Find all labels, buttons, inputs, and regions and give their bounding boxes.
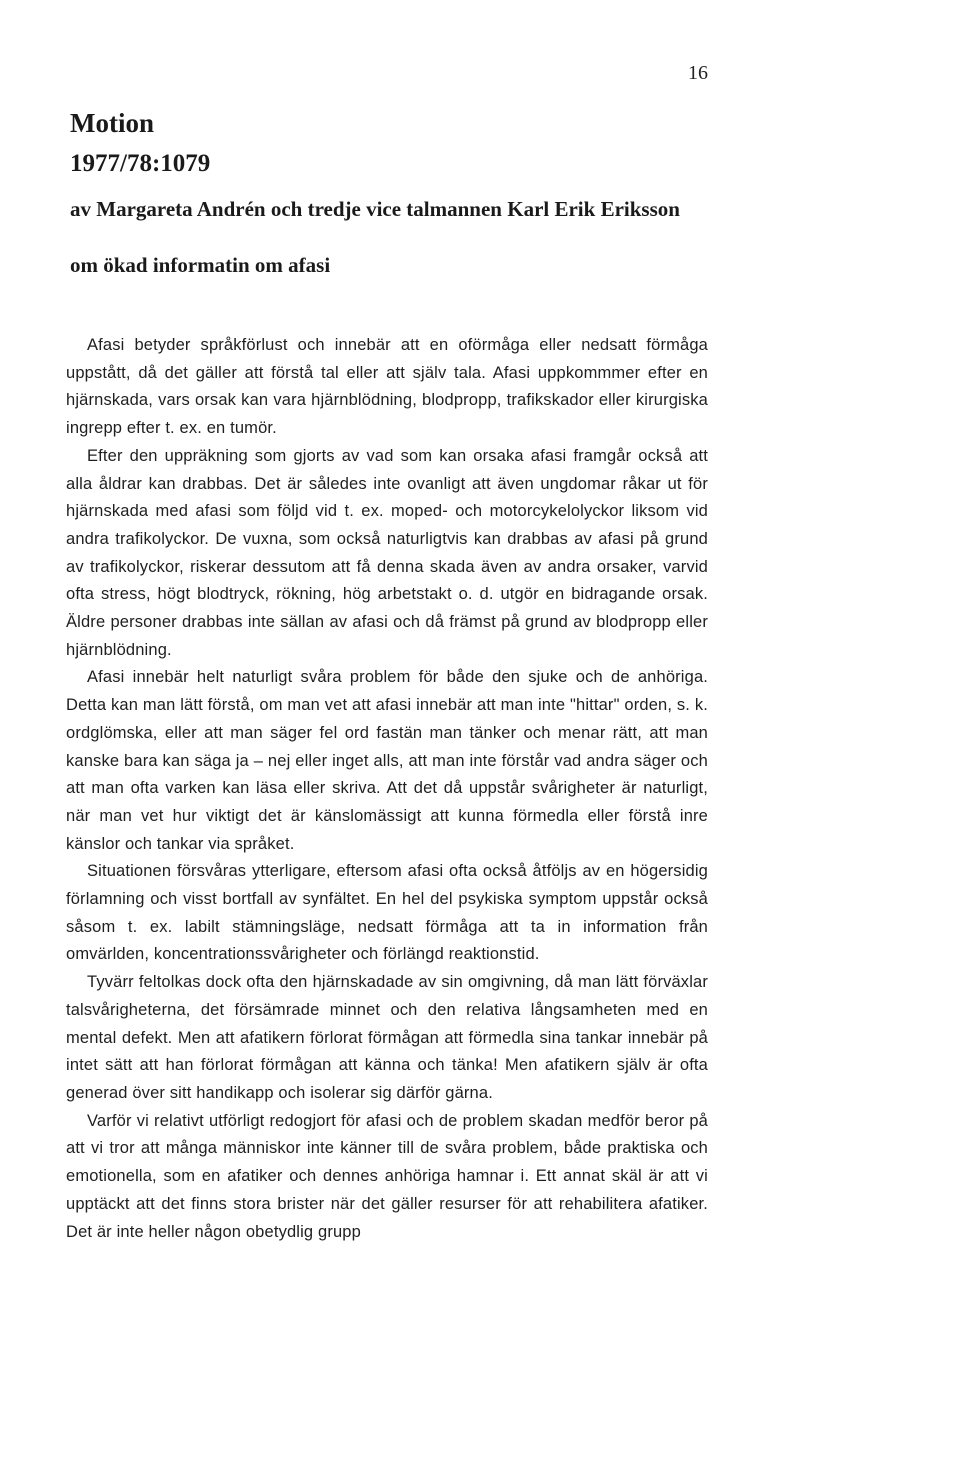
paragraph: Afasi innebär helt naturligt svåra problem för både den sjuke och de anhöriga. Detta kan man lätt förstå, om man vet att afasi innebär att man inte "hittar" orden, s. k. ordglömska, eller att man säger fel ord fastän man tänker och menar rätt, att man kanske bara kan säga ja – nej eller inget alls, att man inte förstår vad andra säger och att man ofta varken kan läsa eller skriva. Att det då uppstår svårigheter är naturligt, när man vet hur viktigt det är känslomässigt att kunna förmedla eller förstå inre känslor och tankar via språket. <box>66 668 708 853</box>
byline: av Margareta Andrén och tredje vice talmannen Karl Erik Eriksson <box>70 197 680 221</box>
paragraph: Varför vi relativt utförligt redogjort för afasi och de problem skadan medför beror på att vi tror att många människor inte känner till de svåra problem, både praktiska och emotionella, som en afatiker och dennes anhöriga hamnar i. Ett annat skäl är att vi upptäckt att det finns stora brister när det gäller resurser för att rehabilitera afatiker. Det är inte heller någon obetydlig grupp <box>66 1111 708 1241</box>
motion-number: 1977/78:1079 <box>70 150 211 177</box>
paragraph: Efter den uppräkning som gjorts av vad som kan orsaka afasi framgår också att alla åldrar kan drabbas. Det är således inte ovanligt att även ungdomar råkar ut för hjärnskada med afasi som följd vid t. ex. moped- och motorcykelolyckor liksom vid andra trafikolyckor. De vuxna, som också naturligtvis kan drabbas av afasi på grund av trafikolyckor, riskerar dessutom att få denna skada även av andra orsaker, varvid ofta stress, högt blodtryck, rökning, hög arbetstakt o. d. utgör en bidragande orsak. Äldre personer drabbas inte sällan av afasi och då främst på grund av blodpropp eller hjärnblödning. <box>66 446 708 659</box>
paragraph: Tyvärr feltolkas dock ofta den hjärnskadade av sin omgivning, då man lätt förväxlar talsvårigheterna, det försämrade minnet och den relativa långsamheten med en mental defekt. Men att afatikern förlorat förmågan att förmedla sina tankar innebär på intet sätt att han förlorat förmågan att känna och tänka! Men afatikern själv är ofta generad över sitt handikapp och isolerar sig därför gärna. <box>66 973 708 1102</box>
body-text <box>66 332 708 1246</box>
paragraph: Situationen försvåras ytterligare, eftersom afasi ofta också åtföljs av en högersidig förlamning och visst bortfall av synfältet. En hel del psykiska symptom uppstår också såsom t. ex. labilt stämningsläge, nedsatt förmåga att ta in information från omvärlden, koncentrationssvårigheter och förlängd reaktionstid. <box>66 862 708 964</box>
paragraph: Afasi betyder språkförlust och innebär att en oförmåga eller nedsatt förmåga uppstått, då det gäller att förstå tal eller att själv tala. Afasi uppkommmer efter en hjärnskada, vars orsak kan vara hjärnblödning, blodpropp, trafikskador eller kirurgiska ingrepp efter t. ex. en tumör. <box>66 336 708 438</box>
subject-line: om ökad informatin om afasi <box>70 253 331 277</box>
page-number: 16 <box>688 62 708 84</box>
document-title: Motion <box>70 108 154 138</box>
